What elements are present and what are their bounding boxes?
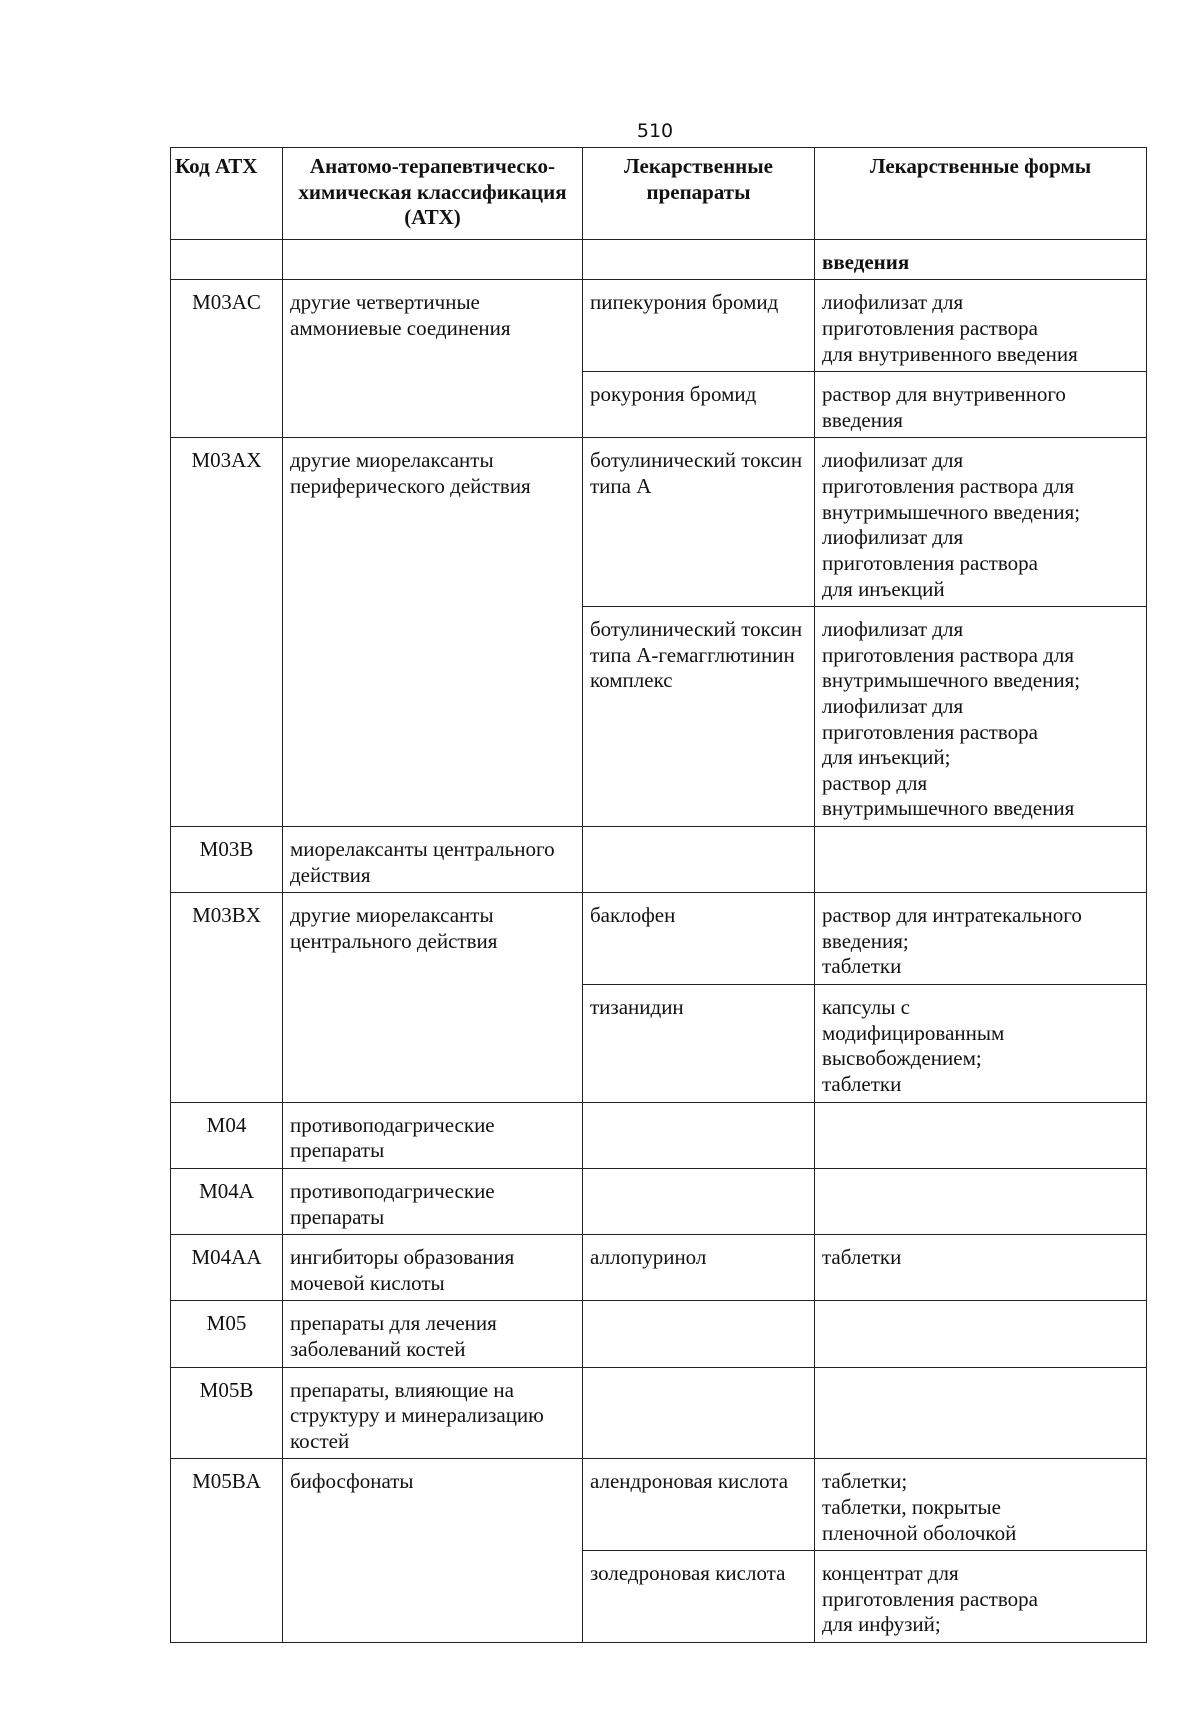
forms-cell: капсулы с модифицированным высвобождением; таблетки: [815, 985, 1147, 1102]
classification-cell: другие четвертичные аммониевые соединения: [283, 280, 583, 438]
drug-cell: золедроновая кислота: [583, 1551, 815, 1643]
drug-cell: [583, 1168, 815, 1234]
forms-cell: лиофилизат для приготовления раствора для внутримышечного введения; лиофилизат для приготовления раствора для инъекций; раствор для внутримышечного введения: [815, 607, 1147, 827]
code-cell: M03AX: [171, 438, 283, 827]
classification-cell: [283, 239, 583, 280]
drug-cell: [583, 239, 815, 280]
code-cell: M05BA: [171, 1459, 283, 1643]
table-row: [171, 438, 1147, 607]
table-row: [171, 1168, 1147, 1234]
table-row: [171, 1102, 1147, 1168]
header-classification: Анатомо-терапевтическо-химическая классификация (АТХ): [283, 148, 583, 240]
drug-cell: [583, 827, 815, 893]
table-row: [171, 1459, 1147, 1551]
drug-cell: [583, 1367, 815, 1459]
table-row: [171, 1301, 1147, 1367]
page-number: 510: [636, 120, 674, 142]
classification-cell: препараты для лечения заболеваний костей: [283, 1301, 583, 1367]
forms-cell: [815, 1367, 1147, 1459]
classification-cell: противоподагрические препараты: [283, 1168, 583, 1234]
code-cell: M04: [171, 1102, 283, 1168]
classification-cell: ингибиторы образования мочевой кислоты: [283, 1235, 583, 1301]
code-cell: M04A: [171, 1168, 283, 1234]
drug-cell: аллопуринол: [583, 1235, 815, 1301]
code-cell: M03AC: [171, 280, 283, 438]
classification-cell: другие миорелаксанты периферического действия: [283, 438, 583, 827]
code-cell: [171, 239, 283, 280]
drug-cell: [583, 1102, 815, 1168]
forms-cell: лиофилизат для приготовления раствора для внутримышечного введения; лиофилизат для приготовления раствора для инъекций: [815, 438, 1147, 607]
forms-cell: таблетки: [815, 1235, 1147, 1301]
table-row: [171, 893, 1147, 985]
header-forms: Лекарственные формы: [815, 148, 1147, 240]
code-cell: M05: [171, 1301, 283, 1367]
forms-cell: [815, 827, 1147, 893]
table-row: [171, 280, 1147, 372]
classification-cell: миорелаксанты центрального действия: [283, 827, 583, 893]
drug-cell: ботулинический токсин типа А-гемагглютинин комплекс: [583, 607, 815, 827]
table-row: [171, 827, 1147, 893]
classification-cell: другие миорелаксанты центрального действия: [283, 893, 583, 1102]
forms-cell: [815, 1102, 1147, 1168]
drug-cell: [583, 1301, 815, 1367]
table-row: [171, 1367, 1147, 1459]
drug-cell: пипекурония бромид: [583, 280, 815, 372]
code-cell: M04AA: [171, 1235, 283, 1301]
classification-cell: бифосфонаты: [283, 1459, 583, 1643]
classification-cell: препараты, влияющие на структуру и минерализацию костей: [283, 1367, 583, 1459]
forms-cell: [815, 1301, 1147, 1367]
forms-cell: раствор для внутривенного введения: [815, 372, 1147, 438]
drug-cell: баклофен: [583, 893, 815, 985]
drug-cell: ботулинический токсин типа А: [583, 438, 815, 607]
table-row: [171, 239, 1147, 280]
code-cell: M05B: [171, 1367, 283, 1459]
forms-cell: раствор для интратекального введения; таблетки: [815, 893, 1147, 985]
forms-cell: концентрат для приготовления раствора для инфузий;: [815, 1551, 1147, 1643]
table-row: [171, 1235, 1147, 1301]
table-header-row: [171, 148, 1147, 240]
atc-drug-table: [170, 147, 1147, 1643]
code-cell: M03BX: [171, 893, 283, 1102]
forms-cell: [815, 1168, 1147, 1234]
code-cell: M03B: [171, 827, 283, 893]
classification-cell: противоподагрические препараты: [283, 1102, 583, 1168]
drug-cell: рокурония бромид: [583, 372, 815, 438]
header-code: Код АТХ: [171, 148, 283, 240]
forms-cell: лиофилизат для приготовления раствора для внутривенного введения: [815, 280, 1147, 372]
drug-cell: алендроновая кислота: [583, 1459, 815, 1551]
drug-cell: тизанидин: [583, 985, 815, 1102]
forms-cell: введения: [815, 239, 1147, 280]
forms-cell: таблетки; таблетки, покрытые пленочной оболочкой: [815, 1459, 1147, 1551]
header-drugs: Лекарственные препараты: [583, 148, 815, 240]
